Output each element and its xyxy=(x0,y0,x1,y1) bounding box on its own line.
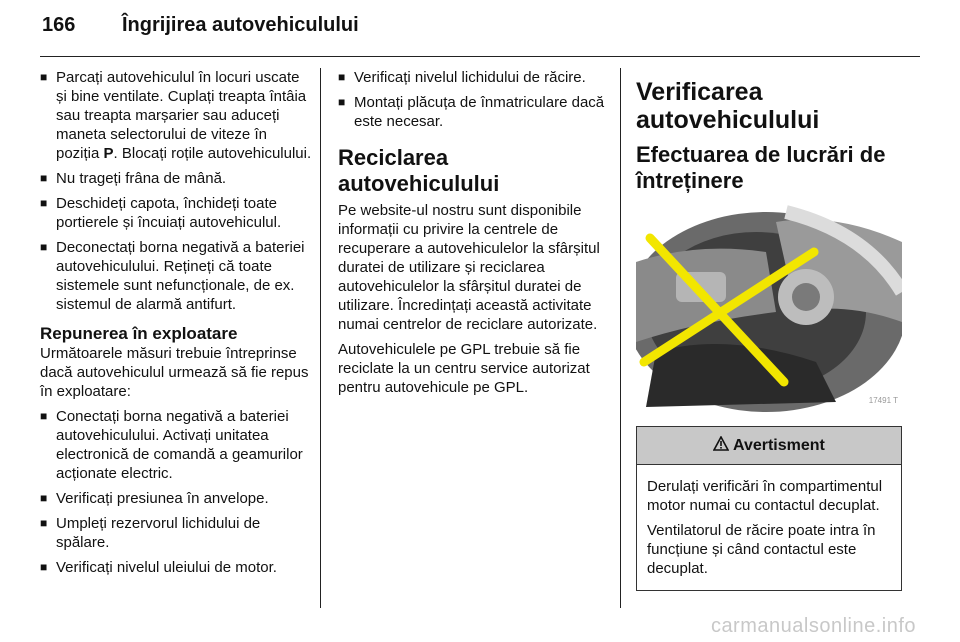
paragraph: Autovehiculele pe GPL trebuie să fie reciclate la un centru service autorizat pentru autovehicule pe GPL. xyxy=(338,341,590,396)
image-code: 17491 T xyxy=(868,396,898,405)
watermark: carmanualsonline.info xyxy=(710,615,916,637)
column-divider xyxy=(620,68,621,608)
list-item: ■ Montați plăcuța de înmatriculare dacă este necesar. xyxy=(338,93,608,131)
warning-header xyxy=(637,427,901,465)
warning-body xyxy=(637,465,901,590)
storage-steps-list xyxy=(40,68,312,314)
warning-title: Avertisment xyxy=(732,437,825,454)
warning-box xyxy=(636,426,902,591)
list-item: ■ Verificați presiunea în anvelope. xyxy=(40,489,312,508)
recommission-steps-list xyxy=(40,407,312,577)
list-item: ■ Umpleți rezervorul lichidului de spălare. xyxy=(40,514,312,552)
subheading-recommissioning: Repunerea în exploatare xyxy=(40,324,238,343)
paragraph: Derulați verificări în compartimentul motor numai cu contactul decuplat. xyxy=(647,478,883,514)
paragraph: Ventilatorul de răcire poate intra în funcțiune și când contactul este decuplat. xyxy=(647,522,876,577)
engine-bay-image xyxy=(636,202,902,412)
list-item: ■ Conectați borna negativă a bateriei autovehiculului. Activați unitatea electronică de comandă a geamurilor acționate electric. xyxy=(40,407,312,483)
paragraph: Pe website-ul nostru sunt disponibile informații cu privire la centrele de recuperare a autovehiculelor la sfârșitul duratei de utilizare și reciclarea autovehiculelor la sfârșitul duratei de utilizare. Încredințați această activitate numai centrelor de reciclare autorizate. xyxy=(338,202,600,333)
column-divider xyxy=(320,68,321,608)
column-3 xyxy=(636,68,902,591)
heading-recycling: Reciclarea autovehiculului xyxy=(338,145,500,196)
column-2 xyxy=(338,68,608,403)
page-number: 166 xyxy=(42,14,76,36)
list-item: ■ Verificați nivelul lichidului de răcire. xyxy=(338,68,608,87)
chapter-title: Îngrijirea autovehiculului xyxy=(122,14,359,36)
recommission-steps-continued xyxy=(338,68,608,131)
page-header xyxy=(42,14,359,44)
intro-paragraph: Următoarele măsuri trebuie întreprinse dacă autovehiculul urmează să fie repus în exploatare: xyxy=(40,345,309,400)
heading-maintenance: Efectuarea de lucrări de întreținere xyxy=(636,142,886,193)
heading-vehicle-checks: Verificarea autovehiculului xyxy=(636,78,820,134)
list-item: ■ Deschideți capota, închideți toate portierele și încuiați autovehiculul. xyxy=(40,194,312,232)
list-item: ■ Nu trageți frâna de mână. xyxy=(40,169,312,188)
header-rule xyxy=(40,56,920,57)
engine-bay-illustration xyxy=(636,202,902,412)
list-item: ■ Verificați nivelul uleiului de motor. xyxy=(40,558,312,577)
warning-triangle-icon xyxy=(713,437,733,454)
list-item: ■ Deconectați borna negativă a bateriei autovehiculului. Rețineți că toate sistemele sunt nefuncționale, de ex. sistemul de alarmă antifurt. xyxy=(40,238,312,314)
list-item: ■ Parcați autovehiculul în locuri uscate și bine ventilate. Cuplați treapta întâia sau treapta marșarier sau aduceți maneta selectorului de viteze în poziția P. Blocați roțile autovehiculului. xyxy=(40,68,312,163)
column-1 xyxy=(40,68,312,583)
